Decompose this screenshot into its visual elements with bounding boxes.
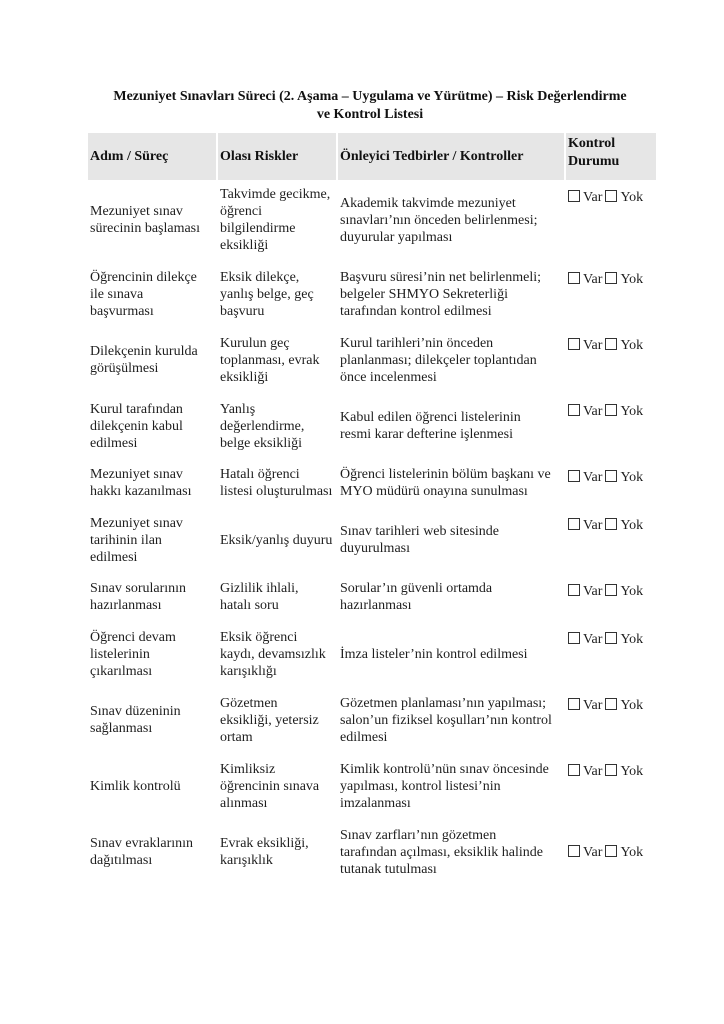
row-spacer-cell [88, 320, 656, 334]
controls-cell-line: yapılması, kontrol listesi’nin [340, 778, 501, 794]
header-status-line-2: Durumu [568, 154, 620, 169]
step-cell-line: ile sınava [90, 286, 144, 302]
header-step: Adım / Süreç [88, 133, 216, 180]
controls-cell-line: Akademik takvimde mezuniyet [340, 195, 516, 211]
row-spacer [88, 320, 656, 334]
row-spacer-cell [88, 812, 656, 826]
status-cell [566, 268, 656, 320]
risks-cell-line: öğrenci [220, 204, 262, 219]
checkbox-icon[interactable] [605, 845, 617, 857]
var-label: Var [583, 190, 603, 205]
step-cell [88, 628, 216, 680]
step-cell-line: Öğrenci devam [90, 629, 176, 645]
table-row [88, 466, 656, 500]
status-cell [566, 514, 656, 566]
step-cell [88, 466, 216, 500]
yok-label: Yok [620, 272, 644, 287]
yok-checkbox[interactable] [605, 632, 643, 647]
var-checkbox[interactable] [568, 338, 602, 353]
var-label: Var [583, 518, 603, 533]
row-spacer [88, 386, 656, 400]
step-cell-line: Mezuniyet sınav [90, 204, 183, 219]
row-spacer [88, 812, 656, 826]
risks-cell-line: alınması [220, 795, 268, 811]
step-cell-line: başvurması [90, 303, 154, 319]
controls-cell-line: tutanak tutulması [340, 861, 437, 877]
checkbox-icon[interactable] [605, 338, 617, 350]
row-spacer [88, 500, 656, 514]
risks-cell-line: belge eksikliği [220, 435, 303, 451]
risks-cell [218, 514, 336, 566]
risks-cell-line: karışıklığı [220, 663, 277, 679]
step-cell-line: Dilekçenin kurulda [90, 344, 198, 359]
row-spacer [88, 452, 656, 466]
step-cell-line: Kurul tarafından [90, 401, 183, 417]
row-spacer-cell [88, 386, 656, 400]
step-cell-line: görüşülmesi [90, 361, 159, 376]
step-cell-line: edilmesi [90, 435, 138, 451]
var-checkbox[interactable] [568, 845, 602, 860]
risks-cell-line: kaydı, devamsızlık [220, 646, 326, 662]
checkbox-icon[interactable] [605, 698, 617, 710]
step-cell-line: dağıtılması [90, 853, 153, 868]
checkbox-icon[interactable] [605, 272, 617, 284]
controls-cell [338, 628, 564, 680]
status-cell [566, 760, 656, 812]
controls-cell [338, 268, 564, 320]
risks-cell-line: listesi oluşturulması [220, 484, 333, 499]
var-checkbox[interactable] [568, 190, 602, 205]
controls-cell-line: belgeler SHMYO Sekreterliği [340, 286, 508, 302]
controls-cell-line: duyurular yapılması [340, 229, 453, 245]
controls-cell-line: Sınav zarfları’nın gözetmen [340, 827, 497, 843]
checkbox-icon[interactable] [568, 518, 580, 530]
step-cell [88, 514, 216, 566]
row-spacer-cell [88, 680, 656, 694]
table-row [88, 580, 656, 614]
var-checkbox[interactable] [568, 584, 602, 599]
step-cell-line: sürecinin başlaması [90, 221, 201, 236]
controls-cell-line: planlanması; dilekçeler toplantıdan [340, 352, 537, 368]
row-spacer-cell [88, 614, 656, 628]
table-row [88, 628, 656, 680]
status-cell [566, 826, 656, 878]
table-header-row [88, 133, 656, 180]
yok-label: Yok [620, 632, 644, 647]
checkbox-icon[interactable] [568, 404, 580, 416]
controls-cell-line: Öğrenci listelerinin bölüm başkanı ve [340, 467, 551, 482]
controls-cell-line: duyurulması [340, 541, 410, 556]
controls-cell-line: resmi karar defterine işlenmesi [340, 427, 513, 442]
checkbox-icon[interactable] [568, 470, 580, 482]
risks-cell [218, 400, 336, 452]
table-row [88, 334, 656, 386]
checkbox-icon[interactable] [605, 764, 617, 776]
step-cell [88, 694, 216, 746]
status-cell [566, 580, 656, 614]
controls-cell [338, 334, 564, 386]
var-label: Var [583, 584, 603, 599]
checkbox-icon[interactable] [568, 632, 580, 644]
risks-cell [218, 580, 336, 614]
yok-checkbox[interactable] [605, 845, 643, 860]
controls-cell-line: sınavları’nın önceden belirlenmesi; [340, 212, 538, 228]
controls-cell-line: Kimlik kontrolü’nün sınav öncesinde [340, 761, 549, 777]
controls-cell [338, 694, 564, 746]
yok-checkbox[interactable] [605, 698, 643, 713]
risks-cell-line: Eksik/yanlış duyuru [220, 532, 333, 548]
controls-cell [338, 514, 564, 566]
table-row [88, 186, 656, 254]
controls-cell [338, 760, 564, 812]
risk-control-table [86, 133, 658, 878]
yok-checkbox[interactable] [605, 272, 643, 287]
checkbox-icon[interactable] [605, 584, 617, 596]
table-body [88, 180, 656, 878]
controls-cell [338, 186, 564, 254]
yok-checkbox[interactable] [605, 338, 643, 353]
controls-cell [338, 400, 564, 452]
yok-checkbox[interactable] [605, 584, 643, 599]
step-cell [88, 334, 216, 386]
yok-label: Yok [620, 470, 644, 485]
var-checkbox[interactable] [568, 518, 602, 533]
table-row [88, 826, 656, 878]
controls-cell [338, 826, 564, 878]
step-cell [88, 826, 216, 878]
controls-cell-line: imzalanması [340, 795, 411, 811]
yok-checkbox[interactable] [605, 518, 643, 533]
controls-cell-line: İmza listeler’nin kontrol edilmesi [340, 646, 528, 662]
risks-cell-line: Evrak eksikliği, [220, 836, 309, 851]
risks-cell-line: Kurulun geç [220, 335, 290, 351]
row-spacer-cell [88, 500, 656, 514]
yok-label: Yok [620, 844, 644, 860]
checkbox-icon[interactable] [605, 190, 617, 202]
checkbox-icon[interactable] [605, 470, 617, 482]
header-status [566, 133, 656, 180]
checkbox-icon[interactable] [568, 845, 580, 857]
risks-cell-line: karışıklık [220, 853, 273, 868]
yok-label: Yok [620, 404, 644, 419]
table-row [88, 268, 656, 320]
controls-cell-line: Sınav tarihleri web sitesinde [340, 524, 500, 539]
step-cell [88, 186, 216, 254]
step-cell-line: Öğrencinin dilekçe [90, 269, 197, 285]
step-cell-line: sağlanması [90, 721, 153, 736]
table-row [88, 400, 656, 452]
step-cell [88, 268, 216, 320]
status-cell [566, 628, 656, 680]
risks-cell [218, 186, 336, 254]
var-label: Var [583, 844, 603, 860]
checkbox-icon[interactable] [568, 698, 580, 710]
controls-cell [338, 466, 564, 500]
step-cell-line: listelerinin [90, 646, 150, 662]
risks-cell [218, 694, 336, 746]
risks-cell-line: Eksik öğrenci [220, 629, 298, 645]
yok-checkbox[interactable] [605, 404, 643, 419]
step-cell-line: Mezuniyet sınav [90, 515, 183, 531]
checkbox-icon[interactable] [568, 584, 580, 596]
yok-label: Yok [620, 518, 644, 533]
step-cell-line: dilekçenin kabul [90, 418, 183, 434]
step-cell [88, 760, 216, 812]
row-spacer-cell [88, 566, 656, 580]
page-title-line-1: Mezuniyet Sınavları Süreci (2. Aşama – Uygulama ve Yürütme) – Risk Değerlendirme [113, 89, 627, 104]
risks-cell-line: Kimliksiz [220, 761, 276, 777]
step-cell-line: edilmesi [90, 549, 138, 565]
controls-cell-line: tarafından kontrol edilmesi [340, 303, 492, 319]
status-cell [566, 400, 656, 452]
var-label: Var [583, 404, 603, 419]
row-spacer [88, 746, 656, 760]
risks-cell-line: eksikliği, yetersiz [220, 712, 319, 728]
risks-cell-line: hatalı soru [220, 598, 279, 613]
controls-cell-line: MYO müdürü onayına sunulması [340, 484, 528, 499]
var-label: Var [583, 272, 603, 287]
yok-checkbox[interactable] [605, 190, 643, 205]
checkbox-icon[interactable] [568, 190, 580, 202]
row-spacer [88, 614, 656, 628]
controls-cell-line: Kabul edilen öğrenci listelerinin [340, 410, 521, 425]
var-checkbox[interactable] [568, 698, 602, 713]
var-checkbox[interactable] [568, 470, 602, 485]
risks-cell-line: Hatalı öğrenci [220, 467, 300, 482]
checkbox-icon[interactable] [568, 764, 580, 776]
var-label: Var [583, 632, 603, 647]
risks-cell-line: yanlış belge, geç [220, 286, 314, 302]
risks-cell-line: eksikliği [220, 369, 269, 385]
risks-cell-line: Takvimde gecikme, [220, 187, 331, 202]
status-cell [566, 694, 656, 746]
risks-cell [218, 334, 336, 386]
risks-cell-line: Eksik dilekçe, [220, 269, 300, 285]
risks-cell [218, 826, 336, 878]
checkbox-icon[interactable] [605, 632, 617, 644]
step-cell [88, 400, 216, 452]
controls-cell-line: edilmesi [340, 729, 388, 745]
table-row [88, 760, 656, 812]
step-cell-line: hakkı kazanılması [90, 484, 192, 499]
var-label: Var [583, 764, 603, 779]
table-row [88, 514, 656, 566]
yok-checkbox[interactable] [605, 764, 643, 779]
var-checkbox[interactable] [568, 764, 602, 779]
var-label: Var [583, 338, 603, 353]
step-cell-line: tarihinin ilan [90, 532, 162, 548]
yok-label: Yok [620, 764, 644, 779]
var-label: Var [583, 470, 603, 485]
status-cell [566, 466, 656, 500]
step-cell-line: Mezuniyet sınav [90, 467, 183, 482]
risks-cell-line: öğrencinin sınava [220, 778, 320, 794]
var-checkbox[interactable] [568, 272, 602, 287]
row-spacer [88, 566, 656, 580]
header-status-line-1: Kontrol [568, 136, 616, 151]
header-risks: Olası Riskler [218, 133, 336, 180]
checkbox-icon[interactable] [605, 404, 617, 416]
checkbox-icon[interactable] [568, 272, 580, 284]
row-spacer-cell [88, 746, 656, 760]
step-cell-line: Sınav düzeninin [90, 704, 181, 719]
step-cell-line: çıkarılması [90, 663, 153, 679]
row-spacer-cell [88, 452, 656, 466]
yok-label: Yok [620, 338, 644, 353]
yok-checkbox[interactable] [605, 470, 643, 485]
page-title [80, 88, 660, 124]
yok-label: Yok [620, 584, 644, 599]
row-spacer [88, 254, 656, 268]
status-cell [566, 186, 656, 254]
controls-cell-line: salon’un fiziksel koşulları’nın kontrol [340, 712, 552, 728]
risks-cell [218, 268, 336, 320]
var-checkbox[interactable] [568, 404, 602, 419]
step-cell-line: Sınav sorularının [90, 581, 187, 596]
controls-cell-line: tarafından açılması, eksiklik halinde [340, 844, 543, 860]
risks-cell-line: başvuru [220, 303, 265, 319]
row-spacer [88, 680, 656, 694]
controls-cell-line: Kurul tarihleri’nin önceden [340, 335, 494, 351]
step-cell [88, 580, 216, 614]
risks-cell-line: Gözetmen [220, 695, 278, 711]
controls-cell [338, 580, 564, 614]
controls-cell-line: Başvuru süresi’nin net belirlenmeli; [340, 269, 542, 285]
table-row [88, 694, 656, 746]
risks-cell [218, 628, 336, 680]
risks-cell-line: bilgilendirme [220, 221, 296, 236]
controls-cell-line: önce incelenmesi [340, 369, 437, 385]
step-cell-line: Sınav evraklarının [90, 836, 194, 851]
step-cell-line: Kimlik kontrolü [90, 778, 181, 794]
risks-cell-line: eksikliği [220, 238, 269, 253]
header-controls: Önleyici Tedbirler / Kontroller [338, 133, 564, 180]
page-title-line-2: ve Kontrol Listesi [316, 107, 424, 122]
risks-cell [218, 760, 336, 812]
checkbox-icon[interactable] [568, 338, 580, 350]
checkbox-icon[interactable] [605, 518, 617, 530]
controls-cell-line: Sorular’ın güvenli ortamda [340, 581, 493, 596]
step-cell-line: hazırlanması [90, 598, 162, 613]
row-spacer-cell [88, 254, 656, 268]
yok-label: Yok [620, 698, 644, 713]
risks-cell-line: toplanması, evrak [220, 352, 320, 368]
risks-cell [218, 466, 336, 500]
controls-cell-line: Gözetmen planlaması’nın yapılması; [340, 695, 547, 711]
risks-cell-line: Gizlilik ihlali, [220, 581, 299, 596]
controls-cell-line: hazırlanması [340, 598, 412, 613]
var-checkbox[interactable] [568, 632, 602, 647]
var-label: Var [583, 698, 603, 713]
risks-cell-line: değerlendirme, [220, 418, 305, 434]
risks-cell-line: ortam [220, 729, 253, 745]
risks-cell-line: Yanlış [220, 401, 256, 417]
yok-label: Yok [620, 190, 644, 205]
status-cell [566, 334, 656, 386]
